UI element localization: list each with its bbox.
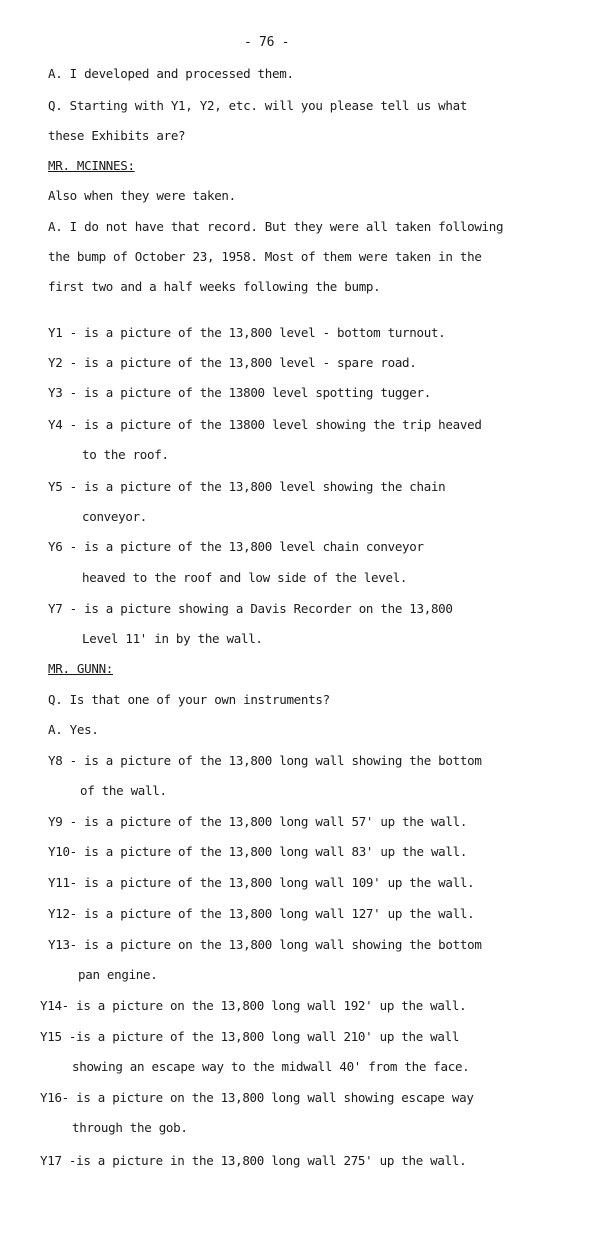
exhibit-y15-cont: showing an escape way to the midwall 40' from the face.: [72, 1059, 470, 1074]
speaker-mcinnes: MR. MCINNES:: [48, 158, 135, 173]
question-line-cont: these Exhibits are?: [48, 128, 186, 143]
exhibit-y11: Y11- is a picture of the 13,800 long wall 109' up the wall.: [48, 875, 475, 890]
exhibit-y17: Y17 -is a picture in the 13,800 long wall 275' up the wall.: [40, 1153, 467, 1168]
speaker-gunn: MR. GUNN:: [48, 661, 114, 676]
exhibit-y9: Y9 - is a picture of the 13,800 long wall 57' up the wall.: [48, 814, 468, 829]
answer-line-cont: first two and a half weeks following the bump.: [48, 279, 381, 294]
exhibit-y3: Y3 - is a picture of the 13800 level spotting tugger.: [48, 385, 431, 400]
exhibit-y7-cont: Level 11' in by the wall.: [82, 631, 263, 646]
exhibit-y15: Y15 -is a picture of the 13,800 long wall 210' up the wall: [40, 1029, 460, 1044]
answer-line: A. I do not have that record. But they were all taken following: [48, 219, 504, 234]
exhibit-y8-cont: of the wall.: [80, 783, 167, 798]
answer-line: A. Yes.: [48, 722, 99, 737]
exhibit-y5-cont: conveyor.: [82, 509, 148, 524]
exhibit-y10: Y10- is a picture of the 13,800 long wall 83' up the wall.: [48, 844, 468, 859]
exhibit-y6-cont: heaved to the roof and low side of the level.: [82, 570, 408, 585]
exhibit-y13: Y13- is a picture on the 13,800 long wall showing the bottom: [48, 937, 482, 952]
exhibit-y4: Y4 - is a picture of the 13800 level showing the trip heaved: [48, 417, 482, 432]
exhibit-y2: Y2 - is a picture of the 13,800 level - spare road.: [48, 355, 417, 370]
answer-line: A. I developed and processed them.: [48, 66, 294, 81]
exhibit-y4-cont: to the roof.: [82, 447, 169, 462]
statement-line: Also when they were taken.: [48, 188, 236, 203]
exhibit-y5: Y5 - is a picture of the 13,800 level showing the chain: [48, 479, 446, 494]
exhibit-y16: Y16- is a picture on the 13,800 long wall showing escape way: [40, 1090, 474, 1105]
exhibit-y14: Y14- is a picture on the 13,800 long wall 192' up the wall.: [40, 998, 467, 1013]
exhibit-y8: Y8 - is a picture of the 13,800 long wall showing the bottom: [48, 753, 482, 768]
answer-line-cont: the bump of October 23, 1958. Most of them were taken in the: [48, 249, 482, 264]
question-line: Q. Is that one of your own instruments?: [48, 692, 330, 707]
exhibit-y7: Y7 - is a picture showing a Davis Recorder on the 13,800: [48, 601, 453, 616]
question-line: Q. Starting with Y1, Y2, etc. will you please tell us what: [48, 98, 468, 113]
exhibit-y1: Y1 - is a picture of the 13,800 level - bottom turnout.: [48, 325, 446, 340]
exhibit-y12: Y12- is a picture of the 13,800 long wall 127' up the wall.: [48, 906, 475, 921]
exhibit-y13-cont: pan engine.: [78, 967, 158, 982]
exhibit-y6: Y6 - is a picture of the 13,800 level chain conveyor: [48, 539, 424, 554]
page-number: - 76 -: [244, 35, 290, 50]
exhibit-y16-cont: through the gob.: [72, 1120, 188, 1135]
